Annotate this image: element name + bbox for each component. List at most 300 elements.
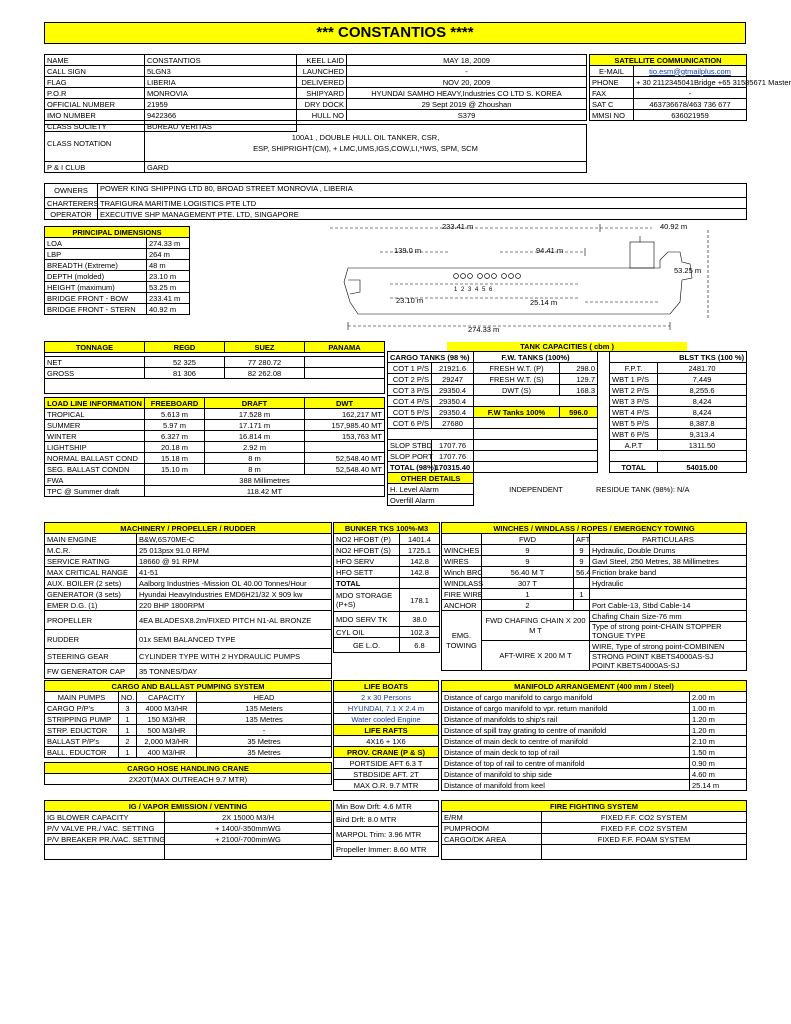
draft-header: DRAFT xyxy=(205,398,305,409)
load-line-header: LOAD LINE INFORMATION xyxy=(45,398,145,409)
bunker-label: CYL OIL xyxy=(334,627,400,638)
mach-label: GENERATOR (3 sets) xyxy=(45,589,137,600)
lifeboats-table xyxy=(333,680,439,791)
winches-header: WINCHES / WINDLASS / ROPES / EMERGENCY TOWING xyxy=(442,523,747,534)
id-row xyxy=(45,88,297,99)
satc-label: SAT C xyxy=(590,99,634,110)
slop-label: SLOP STBD xyxy=(388,440,432,451)
ll-value: 16.814 m xyxy=(205,431,305,442)
winch-particulars: Gavl Steel, 250 Metres, 38 Millimetres xyxy=(590,556,747,567)
blst-value: 1311.50 xyxy=(658,440,747,451)
build-label: KEEL LAID xyxy=(297,55,347,66)
id-label: IMO NUMBER xyxy=(45,110,145,121)
panama-header: PANAMA xyxy=(305,342,385,353)
ship-profile-diagram xyxy=(330,222,740,340)
mach-value: 25 013psx 91.0 RPM xyxy=(137,545,332,556)
owners-value: POWER KING SHIPPING LTD 80, BROAD STREET MONROVIA , LIBERIA xyxy=(98,184,747,198)
manifold-value: 2.10 m xyxy=(690,736,747,747)
fw-total-label: F.W Tanks 100% xyxy=(474,407,560,418)
dim-label-height: 53.25 m xyxy=(674,266,702,275)
id-row xyxy=(45,66,297,77)
mach-label: PROPELLER xyxy=(45,611,137,630)
id-row xyxy=(45,77,297,88)
blst-label: WBT 6 P/S xyxy=(610,429,658,440)
ll-value: 15.10 m xyxy=(145,464,205,475)
winch-fwd: 2 xyxy=(482,600,574,611)
winch-aft: 56.4 xyxy=(574,567,590,578)
aft-wire: AFT-WIRE X 200 M T xyxy=(482,641,590,671)
pump-col-header: MAIN PUMPS xyxy=(45,692,119,703)
emg-towing-label: EMG. TOWING xyxy=(442,611,482,671)
suez-header: SUEZ xyxy=(225,342,305,353)
bunker-value: 38.0 xyxy=(400,612,440,627)
dim-value: 264 m xyxy=(147,249,190,260)
manifold-label: Distance of main deck to top of rail xyxy=(442,747,690,758)
ll-value: 17.171 m xyxy=(205,420,305,431)
ll-label: LIGHTSHIP xyxy=(45,442,145,453)
cot-label: COT 6 P/S xyxy=(388,418,432,429)
winch-label: ANCHOR xyxy=(442,600,482,611)
id-row xyxy=(45,99,297,110)
dwt-header: DWT xyxy=(305,398,385,409)
cot-value: 21921.6 xyxy=(432,363,474,374)
high-level-alarm: H. Level Alarm xyxy=(388,484,474,495)
ig-venting-table xyxy=(44,800,332,860)
ll-label: TROPICAL xyxy=(45,409,145,420)
draft-notes-table xyxy=(333,800,439,857)
prov-crane-header: PROV. CRANE (P & S) xyxy=(334,747,439,758)
dim-label: HEIGHT (maximum) xyxy=(45,282,147,293)
bunker-label: TOTAL xyxy=(334,578,400,589)
ig-value: + 1400/-350mmWG xyxy=(165,823,332,834)
dim-value: 233.41 m xyxy=(147,293,190,304)
ll-value: 153,763 MT xyxy=(305,431,385,442)
cot-label: COT 2 P/S xyxy=(388,374,432,385)
ig-value: 2X 15000 M3/H xyxy=(165,812,332,823)
ig-label: P/V VALVE PR./ VAC. SETTING xyxy=(45,823,165,834)
mach-label: AUX. BOILER (2 sets) xyxy=(45,578,137,589)
cot-label: COT 1 P/S xyxy=(388,363,432,374)
build-label: DELIVERED xyxy=(297,77,347,88)
mach-value: 41-51 xyxy=(137,567,332,578)
fire-label: CARGO/DK AREA xyxy=(442,834,542,845)
blst-value: 8,387.8 xyxy=(658,418,747,429)
dim-label: LBP xyxy=(45,249,147,260)
ll-value: 52,548.40 MT xyxy=(305,464,385,475)
manifold-value: 0.90 m xyxy=(690,758,747,769)
build-value: S379 xyxy=(347,110,587,121)
cargo-tanks-header: CARGO TANKS (98 %) xyxy=(388,352,474,363)
class-table xyxy=(44,124,587,173)
manifold-label: Distance of main deck to centre of manifold xyxy=(442,736,690,747)
charterers-value: TRAFIGURA MARITIME LOGISTICS PTE LTD xyxy=(98,198,747,209)
ll-value: 5.613 m xyxy=(145,409,205,420)
principal-header: PRINCIPAL DIMENSIONS xyxy=(45,227,190,238)
dim-label: BRIDGE FRONT - BOW xyxy=(45,293,147,304)
mach-value: Aalborg Industries -Mission OL 40.00 Tonnes/Hour xyxy=(137,578,332,589)
cot-value: 27680 xyxy=(432,418,474,429)
mach-label: M.C.R. xyxy=(45,545,137,556)
winch-label: Winch BRC xyxy=(442,567,482,578)
bunker-label: HFO SETT xyxy=(334,567,400,578)
fire-label: PUMPROOM xyxy=(442,823,542,834)
pump-head: 35 Metres xyxy=(197,736,332,747)
winch-aft: 9 xyxy=(574,556,590,567)
class-notation-label: CLASS NOTATION xyxy=(45,125,145,162)
manifold-label: Distance of manifold to ship side xyxy=(442,769,690,780)
id-label: P.O.R xyxy=(45,88,145,99)
blst-label: WBT 5 P/S xyxy=(610,418,658,429)
winch-label: FIRE WIRE xyxy=(442,589,482,600)
mach-label: FW GENERATOR CAP xyxy=(45,664,137,679)
fax-label: FAX xyxy=(590,88,634,99)
id-label: CALL SIGN xyxy=(45,66,145,77)
ig-header: IG / VAPOR EMISSION / VENTING xyxy=(45,801,332,812)
bunker-label: MDO STORAGE (P+S) xyxy=(334,589,400,612)
pump-capacity: 2,000 M3/HR xyxy=(137,736,197,747)
document-title: *** CONSTANTIOS **** xyxy=(44,22,746,44)
blst-total-value: 54015.00 xyxy=(658,462,747,473)
bunker-label: MDO SERV TK xyxy=(334,612,400,627)
other-details-header: OTHER DETAILS xyxy=(388,473,474,484)
manifold-header: MANIFOLD ARRANGEMENT (400 mm / Steel) xyxy=(442,681,747,692)
load-line-table xyxy=(44,397,385,497)
blst-value: 8,255.6 xyxy=(658,385,747,396)
fire-value: FIXED F.F. FOAM SYSTEM xyxy=(542,834,747,845)
build-label: LAUNCHED xyxy=(297,66,347,77)
ll-value: 52,548.40 MT xyxy=(305,453,385,464)
id-label: CLASS SOCIETY xyxy=(45,121,145,132)
dim-label-loa: 274.33 m xyxy=(468,325,500,334)
build-label: HULL NO xyxy=(297,110,347,121)
pump-head: 135 Meters xyxy=(197,703,332,714)
ll-value: 8 m xyxy=(205,464,305,475)
prov-crane-stbd: STBDSIDE AFT. 2T xyxy=(334,769,439,780)
winch-label: WIRES xyxy=(442,556,482,567)
bunker-value: 102.3 xyxy=(400,627,440,638)
pump-head: 135 Metres xyxy=(197,714,332,725)
pump-label: BALLAST P/P's xyxy=(45,736,119,747)
owners-label: OWNERS xyxy=(45,184,98,198)
pumping-system-table xyxy=(44,680,332,785)
id-value: LIBERIA xyxy=(145,77,297,88)
machinery-header: MACHINERY / PROPELLER / RUDDER xyxy=(45,523,332,534)
fwa-value: 388 Millimetres xyxy=(145,475,385,486)
mach-value: B&W,6S70ME-C xyxy=(137,534,332,545)
bunker-value: 1401.4 xyxy=(400,534,440,545)
prov-crane-max: MAX O.R. 9.7 MTR xyxy=(334,780,439,791)
pump-no: 2 xyxy=(119,736,137,747)
winch-fwd: 56.40 M T xyxy=(482,567,574,578)
pump-no: 3 xyxy=(119,703,137,714)
pump-head: - xyxy=(197,725,332,736)
id-label: FLAG xyxy=(45,77,145,88)
dim-value: 274.33 m xyxy=(147,238,190,249)
blst-value: 8,424 xyxy=(658,407,747,418)
regd-header: REGD xyxy=(145,342,225,353)
pump-capacity: 150 M3/HR xyxy=(137,714,197,725)
mach-value: CYLINDER TYPE WITH 2 HYDRAULIC PUMPS xyxy=(137,649,332,664)
id-value: CONSTANTIOS xyxy=(145,55,297,66)
cot-label: COT 5 P/S xyxy=(388,407,432,418)
dim-value: 23.10 m xyxy=(147,271,190,282)
cot-label: COT 3 P/S xyxy=(388,385,432,396)
dim-label: LOA xyxy=(45,238,147,249)
fire-value: FIXED F.F. CO2 SYSTEM xyxy=(542,823,747,834)
email-link[interactable]: tio.esm@gtmailplus.com xyxy=(634,66,747,77)
fax-value: - xyxy=(634,88,747,99)
pi-value: GARD xyxy=(145,162,587,173)
ll-value: 5.97 m xyxy=(145,420,205,431)
build-table xyxy=(296,54,587,121)
satc-value: 463736678/463 736 677 xyxy=(634,99,747,110)
cot-label: COT 4 P/S xyxy=(388,396,432,407)
manifold-value: 1.20 m xyxy=(690,714,747,725)
ll-value: 15.18 m xyxy=(145,453,205,464)
freeboard-header: FREEBOARD xyxy=(145,398,205,409)
dim-label-94: 94.41 m xyxy=(536,246,564,255)
fw-label: FRESH W.T. (P) xyxy=(474,363,560,374)
bunker-value xyxy=(400,578,440,589)
mmsi-label: MMSI NO xyxy=(590,110,634,121)
residue-tank: RESIDUE TANK (98%): N/A xyxy=(596,484,690,494)
particulars-header: PARTICULARS xyxy=(590,534,747,545)
mach-label: SERVICE RATING xyxy=(45,556,137,567)
blst-label: WBT 1 P/S xyxy=(610,374,658,385)
phone-label: PHONE xyxy=(590,77,634,88)
dim-label-depth: 23.10 m xyxy=(396,296,424,305)
manifold-label: Distance of cargo manifold to vpr. return manifold xyxy=(442,703,690,714)
fw-total-value: 596.0 xyxy=(560,407,598,418)
ll-value: 20.18 m xyxy=(145,442,205,453)
cot-value: 29350.4 xyxy=(432,407,474,418)
tank-capacities-table xyxy=(387,341,747,506)
winch-particulars: Hydraulic, Double Drums xyxy=(590,545,747,556)
email-label: E-MAIL xyxy=(590,66,634,77)
build-label: SHIPYARD xyxy=(297,88,347,99)
bunker-label: GE L.O. xyxy=(334,638,400,653)
winch-fwd: 9 xyxy=(482,556,574,567)
slop-value: 1707.76 xyxy=(432,451,474,462)
manifold-value: 4.60 m xyxy=(690,769,747,780)
tonnage-value xyxy=(305,368,385,379)
blst-label: A.P.T xyxy=(610,440,658,451)
fw-tanks-header: F.W. TANKS (100%) xyxy=(474,352,598,363)
ig-value: + 2100/-700mmWG xyxy=(165,834,332,845)
blst-label: WBT 3 P/S xyxy=(610,396,658,407)
draft-note: Min Bow Drft: 4.6 MTR xyxy=(334,801,439,812)
id-value: 21959 xyxy=(145,99,297,110)
tonnage-header: TONNAGE xyxy=(45,342,145,353)
tonnage-label: GROSS xyxy=(45,368,145,379)
manifold-value: 1.20 m xyxy=(690,725,747,736)
bunker-label: HFO SERV xyxy=(334,556,400,567)
winches-table xyxy=(441,522,747,671)
pump-no: 1 xyxy=(119,714,137,725)
fw-label: FRESH W.T. (S) xyxy=(474,374,560,385)
winch-particulars: Port Cable-13, Stbd Cable-14 xyxy=(590,600,747,611)
dim-value: 40.92 m xyxy=(147,304,190,315)
emg-particular: STRONG POINT KBETS4000AS-SJ POINT KBETS4000AS-SJ xyxy=(590,652,747,671)
fire-label: E/RM xyxy=(442,812,542,823)
blst-label: WBT 2 P/S xyxy=(610,385,658,396)
id-label: OFFICIAL NUMBER xyxy=(45,99,145,110)
ballast-tanks-header: BLST TKS (100 %) xyxy=(610,352,747,363)
ig-label: P/V BREAKER PR./VAC. SETTING xyxy=(45,834,165,845)
manifold-value: 1.00 m xyxy=(690,703,747,714)
dim-label-keel: 25.14 m xyxy=(530,298,558,307)
fire-header: FIRE FIGHTING SYSTEM xyxy=(442,801,747,812)
tonnage-value: 81 306 xyxy=(145,368,225,379)
pi-label: P & I CLUB xyxy=(45,162,145,173)
pumping-header: CARGO AND BALLAST PUMPING SYSTEM xyxy=(45,681,332,692)
fire-value: FIXED F.F. CO2 SYSTEM xyxy=(542,812,747,823)
bunker-value: 142.8 xyxy=(400,567,440,578)
cot-value: 29247 xyxy=(432,374,474,385)
slop-label: SLOP PORT xyxy=(388,451,432,462)
cargo-total-label: TOTAL (98%) xyxy=(388,462,432,473)
mach-label: STEERING GEAR xyxy=(45,649,137,664)
fw-value: 129.7 xyxy=(560,374,598,385)
tonnage-label: NET xyxy=(45,357,145,368)
dim-label-bridge-stern: 40.92 m xyxy=(660,222,688,231)
winch-label: WINCHES xyxy=(442,545,482,556)
id-value: BUREAU VERITAS xyxy=(145,121,297,132)
cot-value: 29350.4 xyxy=(432,385,474,396)
liferafts-value: 4X16 + 1X6 xyxy=(334,736,439,747)
ll-label: SUMMER xyxy=(45,420,145,431)
ll-label: SEG. BALLAST CONDN xyxy=(45,464,145,475)
principal-dimensions-table xyxy=(44,226,190,315)
ll-value: 2.92 m xyxy=(205,442,305,453)
manifold-label: Distance of manifold from keel xyxy=(442,780,690,791)
dim-label: BREADTH (Extreme) xyxy=(45,260,147,271)
lifeboat-make: HYUNDAI, 7.1 X 2.4 m xyxy=(334,703,439,714)
bunker-value: 178.1 xyxy=(400,589,440,612)
ll-label: WINTER xyxy=(45,431,145,442)
ll-value: 6.327 m xyxy=(145,431,205,442)
bunker-label: NO2 HFOBT (S) xyxy=(334,545,400,556)
pump-col-header: NO. xyxy=(119,692,137,703)
pump-label: BALL. EDUCTOR xyxy=(45,747,119,758)
fwd-header: FWD xyxy=(482,534,574,545)
blst-value: 8,424 xyxy=(658,396,747,407)
dim-value: 53.25 m xyxy=(147,282,190,293)
build-value: NOV 20, 2009 xyxy=(347,77,587,88)
pump-capacity: 4000 M3/HR xyxy=(137,703,197,714)
winch-particulars: Friction brake band xyxy=(590,567,747,578)
build-value: MAY 18, 2009 xyxy=(347,55,587,66)
mach-value: 18660 @ 91 RPM xyxy=(137,556,332,567)
build-value: - xyxy=(347,66,587,77)
cot-value: 29350.4 xyxy=(432,396,474,407)
winch-aft: 9 xyxy=(574,545,590,556)
operator-label: OPERATOR xyxy=(45,209,98,220)
tank-header: TANK CAPACITIES ( cbm ) xyxy=(447,342,687,351)
manifold-value: 2.00 m xyxy=(690,692,747,703)
tonnage-value xyxy=(305,357,385,368)
winch-particulars xyxy=(590,589,747,600)
mmsi-value: 636021959 xyxy=(634,110,747,121)
tonnage-value: 82 262.08 xyxy=(225,368,305,379)
build-label: DRY DOCK xyxy=(297,99,347,110)
aft-header: AFT xyxy=(574,534,590,545)
draft-note: Bird Drft: 8.0 MTR xyxy=(334,812,439,827)
winch-aft xyxy=(574,600,590,611)
dim-label: BRIDGE FRONT - STERN xyxy=(45,304,147,315)
id-label: NAME xyxy=(45,55,145,66)
chafing-chain: FWD CHAFING CHAIN X 200 M T xyxy=(482,611,590,641)
lifeboat-engine: Water cooled Engine xyxy=(334,714,439,725)
ll-value: 162,217 MT xyxy=(305,409,385,420)
mach-value: 220 BHP 1800RPM xyxy=(137,600,332,611)
ll-value: 157,985.40 MT xyxy=(305,420,385,431)
pump-label: STRP. EDUCTOR xyxy=(45,725,119,736)
slop-value: 1707.76 xyxy=(432,440,474,451)
fire-fighting-table xyxy=(441,800,747,860)
bunker-header: BUNKER TKS 100%-M3 xyxy=(334,523,440,534)
manifold-label: Distance of top of rail to centre of manifold xyxy=(442,758,690,769)
bunker-value: 1725.1 xyxy=(400,545,440,556)
dim-label-139: 139.0 m xyxy=(394,246,422,255)
ll-label: NORMAL BALLAST COND xyxy=(45,453,145,464)
blst-value: 9,313.4 xyxy=(658,429,747,440)
bunker-table xyxy=(333,522,440,653)
id-value: 9422366 xyxy=(145,110,297,121)
emg-particular: Chafing Chain Size-76 mm xyxy=(590,611,747,622)
mach-value: 01x SEMI BALANCED TYPE xyxy=(137,630,332,649)
manifold-label: Distance of manifolds to ship's rail xyxy=(442,714,690,725)
bunker-label: NO2 HFOBT (P) xyxy=(334,534,400,545)
fw-value: 168.3 xyxy=(560,385,598,396)
dim-label-bridge-bow: 233.41 m xyxy=(442,222,474,231)
draft-note: MARPOL Trim: 3.96 MTR xyxy=(334,827,439,842)
tonnage-value: 77 280.72 xyxy=(225,357,305,368)
blst-label: F.P.T. xyxy=(610,363,658,374)
hose-crane-header: CARGO HOSE HANDLING CRANE xyxy=(45,763,332,774)
mach-label: MAIN ENGINE xyxy=(45,534,137,545)
identification-table xyxy=(44,54,297,132)
draft-note: Propeller Immer: 8.60 MTR xyxy=(334,842,439,857)
parties-table xyxy=(44,183,747,220)
liferafts-header: LIFE RAFTS xyxy=(334,725,439,736)
class-notation-value: 100A1 , DOUBLE HULL OIL TANKER, CSR, ESP, SHIPRIGHT(CM), + LMC,UMS,IGS,COW,LI,*IWS, SPM, SCM xyxy=(145,125,587,162)
prov-crane-port: PORTSIDE AFT 6.3 T xyxy=(334,758,439,769)
pump-label: CARGO P/P's xyxy=(45,703,119,714)
id-row xyxy=(45,55,297,66)
mach-label: RUDDER xyxy=(45,630,137,649)
blst-total-label: TOTAL xyxy=(610,462,658,473)
operator-value: EXECUTIVE SHP MANAGEMENT PTE. LTD, SINGAPORE xyxy=(98,209,747,220)
tonnage-value: 52 325 xyxy=(145,357,225,368)
overfill-alarm: Overfill Alarm xyxy=(388,495,474,506)
ll-value: 17.528 m xyxy=(205,409,305,420)
pump-head: 35 Metres xyxy=(197,747,332,758)
tpc-label: TPC @ Summer draft xyxy=(45,486,145,497)
mach-label: EMER D.G. (1) xyxy=(45,600,137,611)
blst-value: 7,449 xyxy=(658,374,747,385)
ll-value xyxy=(305,442,385,453)
satcom-table xyxy=(589,54,791,121)
phone-value: + 30 2112345041Bridge +65 31585671 Master xyxy=(634,77,747,88)
winch-fwd: 9 xyxy=(482,545,574,556)
machinery-table xyxy=(44,522,332,679)
build-value: 29 Sept 2019 @ Zhoushan xyxy=(347,99,587,110)
blst-value: 2481.70 xyxy=(658,363,747,374)
lifeboat-persons: 2 x 30 Persons xyxy=(334,692,439,703)
independent-label: INDEPENDENT xyxy=(509,484,563,494)
ll-value: 8 m xyxy=(205,453,305,464)
